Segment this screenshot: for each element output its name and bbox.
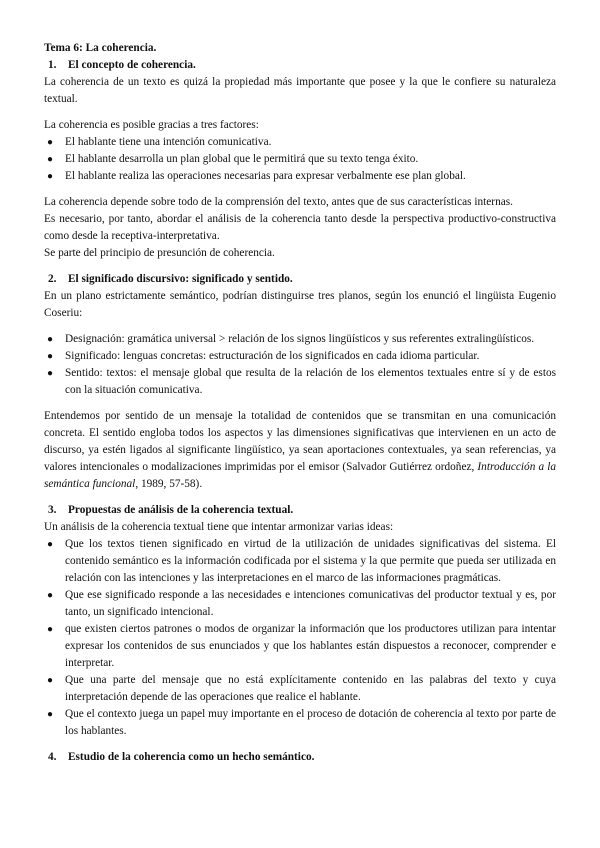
- paragraph: En un plano estrictamente semántico, podrían distinguirse tres planos, según los enunció el lingüista Eugenio Coseriu:: [44, 290, 556, 319]
- list-item: ● Que ese significado responde a las necesidades e intenciones comunicativas del productor textual y es, por tanto, un significado intencional.: [44, 587, 556, 621]
- paragraph: La coherencia depende sobre todo de la comprensión del texto, antes que de sus características internas.: [44, 196, 513, 208]
- bullet-icon: ●: [47, 154, 54, 165]
- section-2-heading: [44, 271, 556, 288]
- list-item: ● Que el contexto juega un papel muy importante en el proceso de dotación de coherencia al texto por parte de los hablantes.: [44, 706, 556, 740]
- paragraph: Se parte del principio de presunción de coherencia.: [44, 247, 275, 259]
- section-3-number: 3.: [48, 504, 57, 516]
- bullet-icon: ●: [47, 334, 54, 345]
- section-3-title: Propuestas de análisis de la coherencia textual.: [68, 504, 294, 516]
- bullet-list: [44, 536, 556, 740]
- section-3-heading: [44, 502, 556, 519]
- section-4-heading: [44, 749, 556, 766]
- bullet-list: [44, 134, 556, 185]
- paragraph: Un análisis de la coherencia textual tiene que intentar armonizar varias ideas:: [44, 521, 394, 533]
- bullet-icon: ●: [47, 351, 54, 362]
- paragraph: Es necesario, por tanto, abordar el análisis de la coherencia tanto desde la perspectiva productivo-constructiva como desde la receptiva-interpretativa.: [44, 213, 556, 242]
- bullet-icon: ●: [47, 709, 54, 720]
- section-2-title: El significado discursivo: significado y sentido.: [68, 273, 293, 285]
- paragraph: La coherencia es posible gracias a tres factores:: [44, 119, 259, 131]
- bullet-icon: ●: [47, 368, 54, 379]
- list-item: ● Sentido: textos: el mensaje global que resulta de la relación de los elementos textuales entre sí y de estos con la situación comunicativa.: [44, 365, 556, 399]
- list-item: ● Que una parte del mensaje que no está explícitamente contenido en las palabras del texto y cuya interpretación depende de las operaciones que realice el hablante.: [44, 672, 556, 706]
- bullet-icon: ●: [47, 171, 54, 182]
- list-item: ● Que los textos tienen significado en virtud de la utilización de unidades significativas del sistema. El contenido semántico es la información codificada por el sistema y la que permite que pueda ser utilizada en relación con las intenciones y las interpretaciones en el marco de las informaciones pragmáticas.: [44, 536, 556, 587]
- section-1-number: 1.: [48, 59, 57, 71]
- bullet-icon: ●: [47, 590, 54, 601]
- section-4-title: Estudio de la coherencia como un hecho semántico.: [68, 751, 315, 763]
- list-item: ● Significado: lenguas concretas: estructuración de los significados en cada idioma particular.: [44, 348, 556, 365]
- section-1-heading: [44, 57, 556, 74]
- document-title: Tema 6: La coherencia.: [44, 42, 157, 54]
- section-2-number: 2.: [48, 273, 57, 285]
- bullet-icon: ●: [47, 137, 54, 148]
- section-1-title: El concepto de coherencia.: [68, 59, 196, 71]
- list-item: ● que existen ciertos patrones o modos de organizar la información que los productores utilizan para intentar expresar los contenidos de sus enunciados y que los hablantes están dispuestos a reconocer, comprender e interpretar.: [44, 621, 556, 672]
- list-item: ● Designación: gramática universal > relación de los signos lingüísticos y sus referentes extralingüísticos.: [44, 331, 556, 348]
- bullet-icon: ●: [47, 539, 54, 550]
- list-item: ● El hablante desarrolla un plan global que le permitirá que su texto tenga éxito.: [44, 151, 556, 168]
- section-4-number: 4.: [48, 751, 57, 763]
- bullet-icon: ●: [47, 624, 54, 635]
- paragraph: La coherencia de un texto es quizá la propiedad más importante que posee y la que le confiere su naturaleza textual.: [44, 76, 556, 105]
- bullet-icon: ●: [47, 675, 54, 686]
- bullet-list: [44, 331, 556, 399]
- book-title: Introducción a la semántica funcional: [44, 461, 556, 490]
- list-item: ● El hablante realiza las operaciones necesarias para expresar verbalmente ese plan global.: [44, 168, 556, 185]
- paragraph: Entendemos por sentido de un mensaje la totalidad de contenidos que se transmitan en una comunicación concreta. El sentido engloba todos los aspectos y las dimensiones significativas que intervienen en un acto de discurso, ya estén ligados al significante lingüístico, ya sean aportaciones contextuales, ya sean referencias, ya valores intencionales o modalizaciones imprimidas por el emisor (Salvador Gutiérrez ordoñez, Introducción a la semántica funcional, 1989, 57-58).: [44, 410, 556, 490]
- list-item: ● El hablante tiene una intención comunicativa.: [44, 134, 556, 151]
